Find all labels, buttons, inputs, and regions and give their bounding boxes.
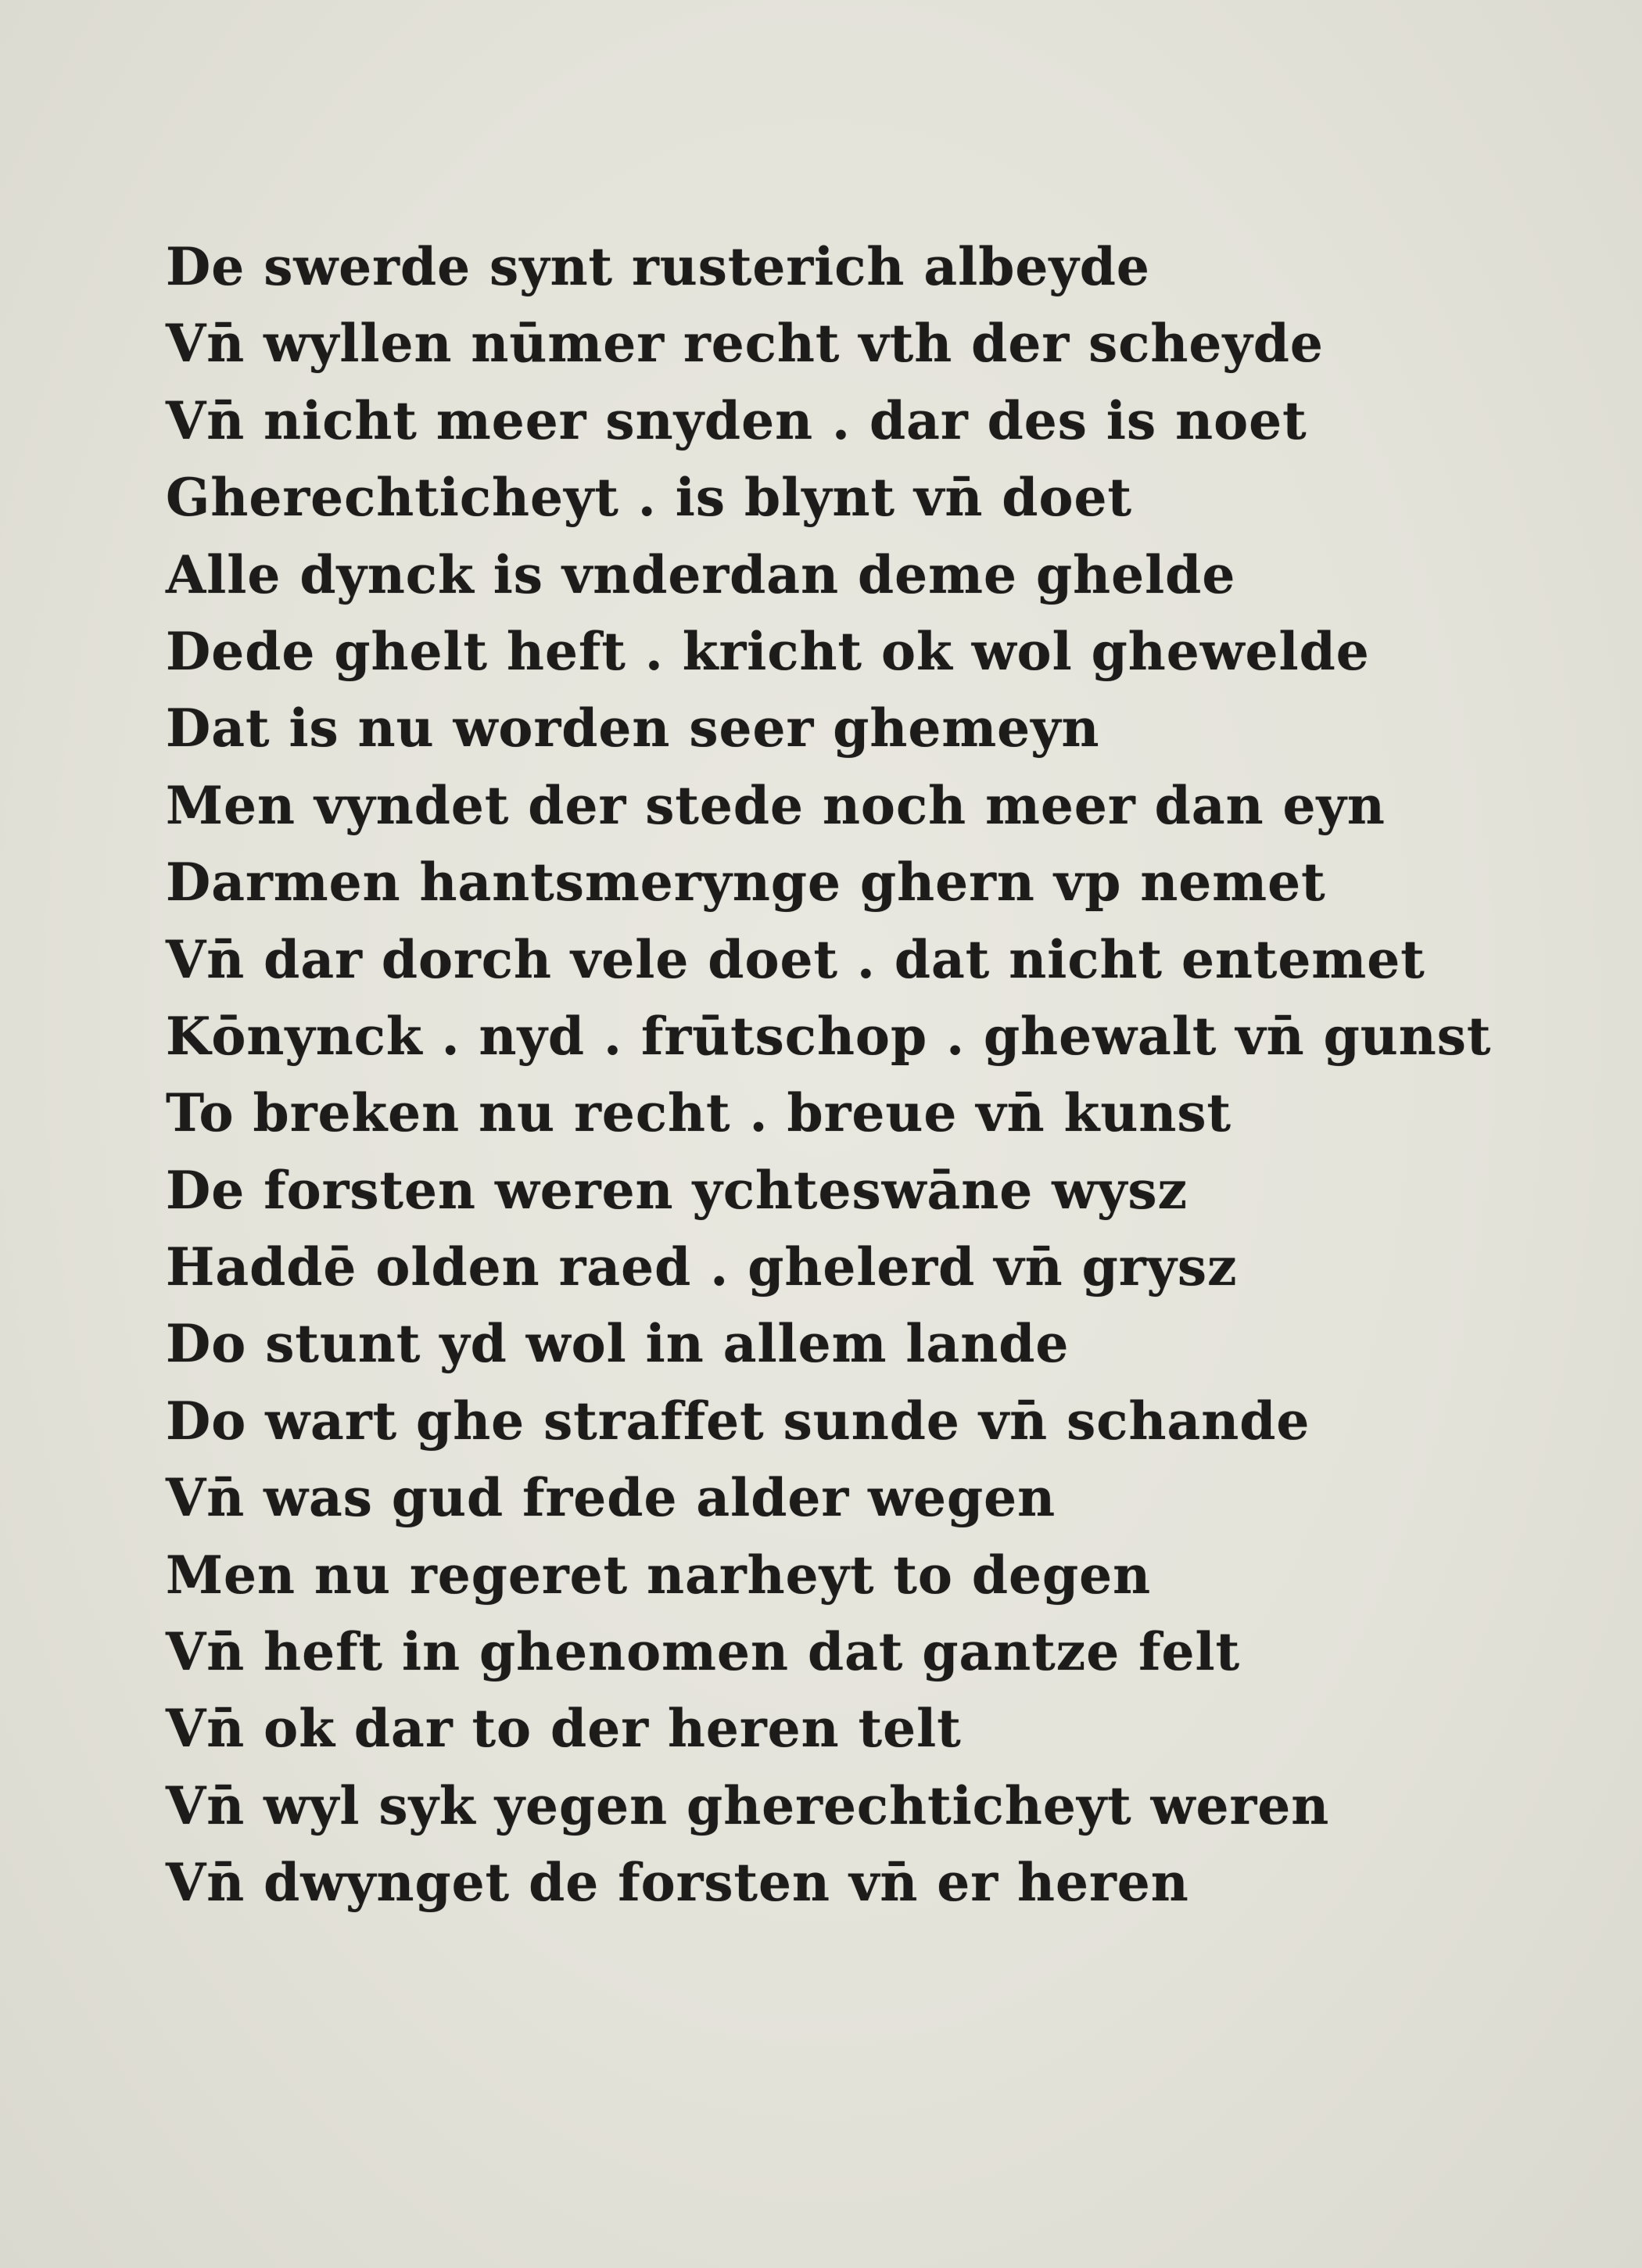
verse-line: Vn̄ nicht meer snyden . dar des is noet [166,389,1307,451]
verse-line: Do stunt yd wol in allem lande [166,1313,1070,1375]
verse-line: Vn̄ dar dorch vele doet . dat nicht entemet [166,928,1425,990]
verse-line: Men vyndet der stede noch meer dan eyn [166,774,1386,836]
verse-line: Dat is nu worden seer ghemeyn [166,698,1100,759]
verse-line: Dede ghelt heft . kricht ok wol ghewelde [166,620,1370,682]
verse-line: De forsten weren ychteswāne wysz [166,1159,1188,1221]
verse-line: Vn̄ heft in ghenomen dat gantze felt [166,1621,1241,1683]
verse-line: Vn̄ wyl syk yegen gherechticheyt weren [166,1775,1330,1836]
verse-line: Kōnynck . nyd . frūtschop . ghewalt vn̄ gunst [166,1005,1492,1067]
verse-line: Vn̄ dwynget de forsten vn̄ er heren [166,1852,1189,1914]
verse-line: To breken nu recht . breue vn̄ kunst [166,1082,1232,1144]
verse-line: Haddē olden raed . ghelerd vn̄ grysz [166,1236,1238,1298]
verse-line: Vn̄ was gud frede alder wegen [166,1467,1056,1529]
verse-line: Men nu regeret narheyt to degen [166,1544,1152,1606]
verse-line: Do wart ghe straffet sunde vn̄ schande [166,1390,1310,1452]
verse-line: Alle dynck is vnderdan deme ghelde [166,544,1236,605]
verse-line: De swerde synt rusterich albeyde [166,236,1150,297]
verse-line: Vn̄ wyllen nūmer recht vth der scheyde [166,313,1324,375]
verse-line: Gherechticheyt . is blynt vn̄ doet [166,467,1132,529]
poem-text [166,228,1542,1922]
verse-line: Vn̄ ok dar to der heren telt [166,1698,962,1760]
verse-line: Darmen hantsmerynge ghern vp nemet [166,852,1326,913]
